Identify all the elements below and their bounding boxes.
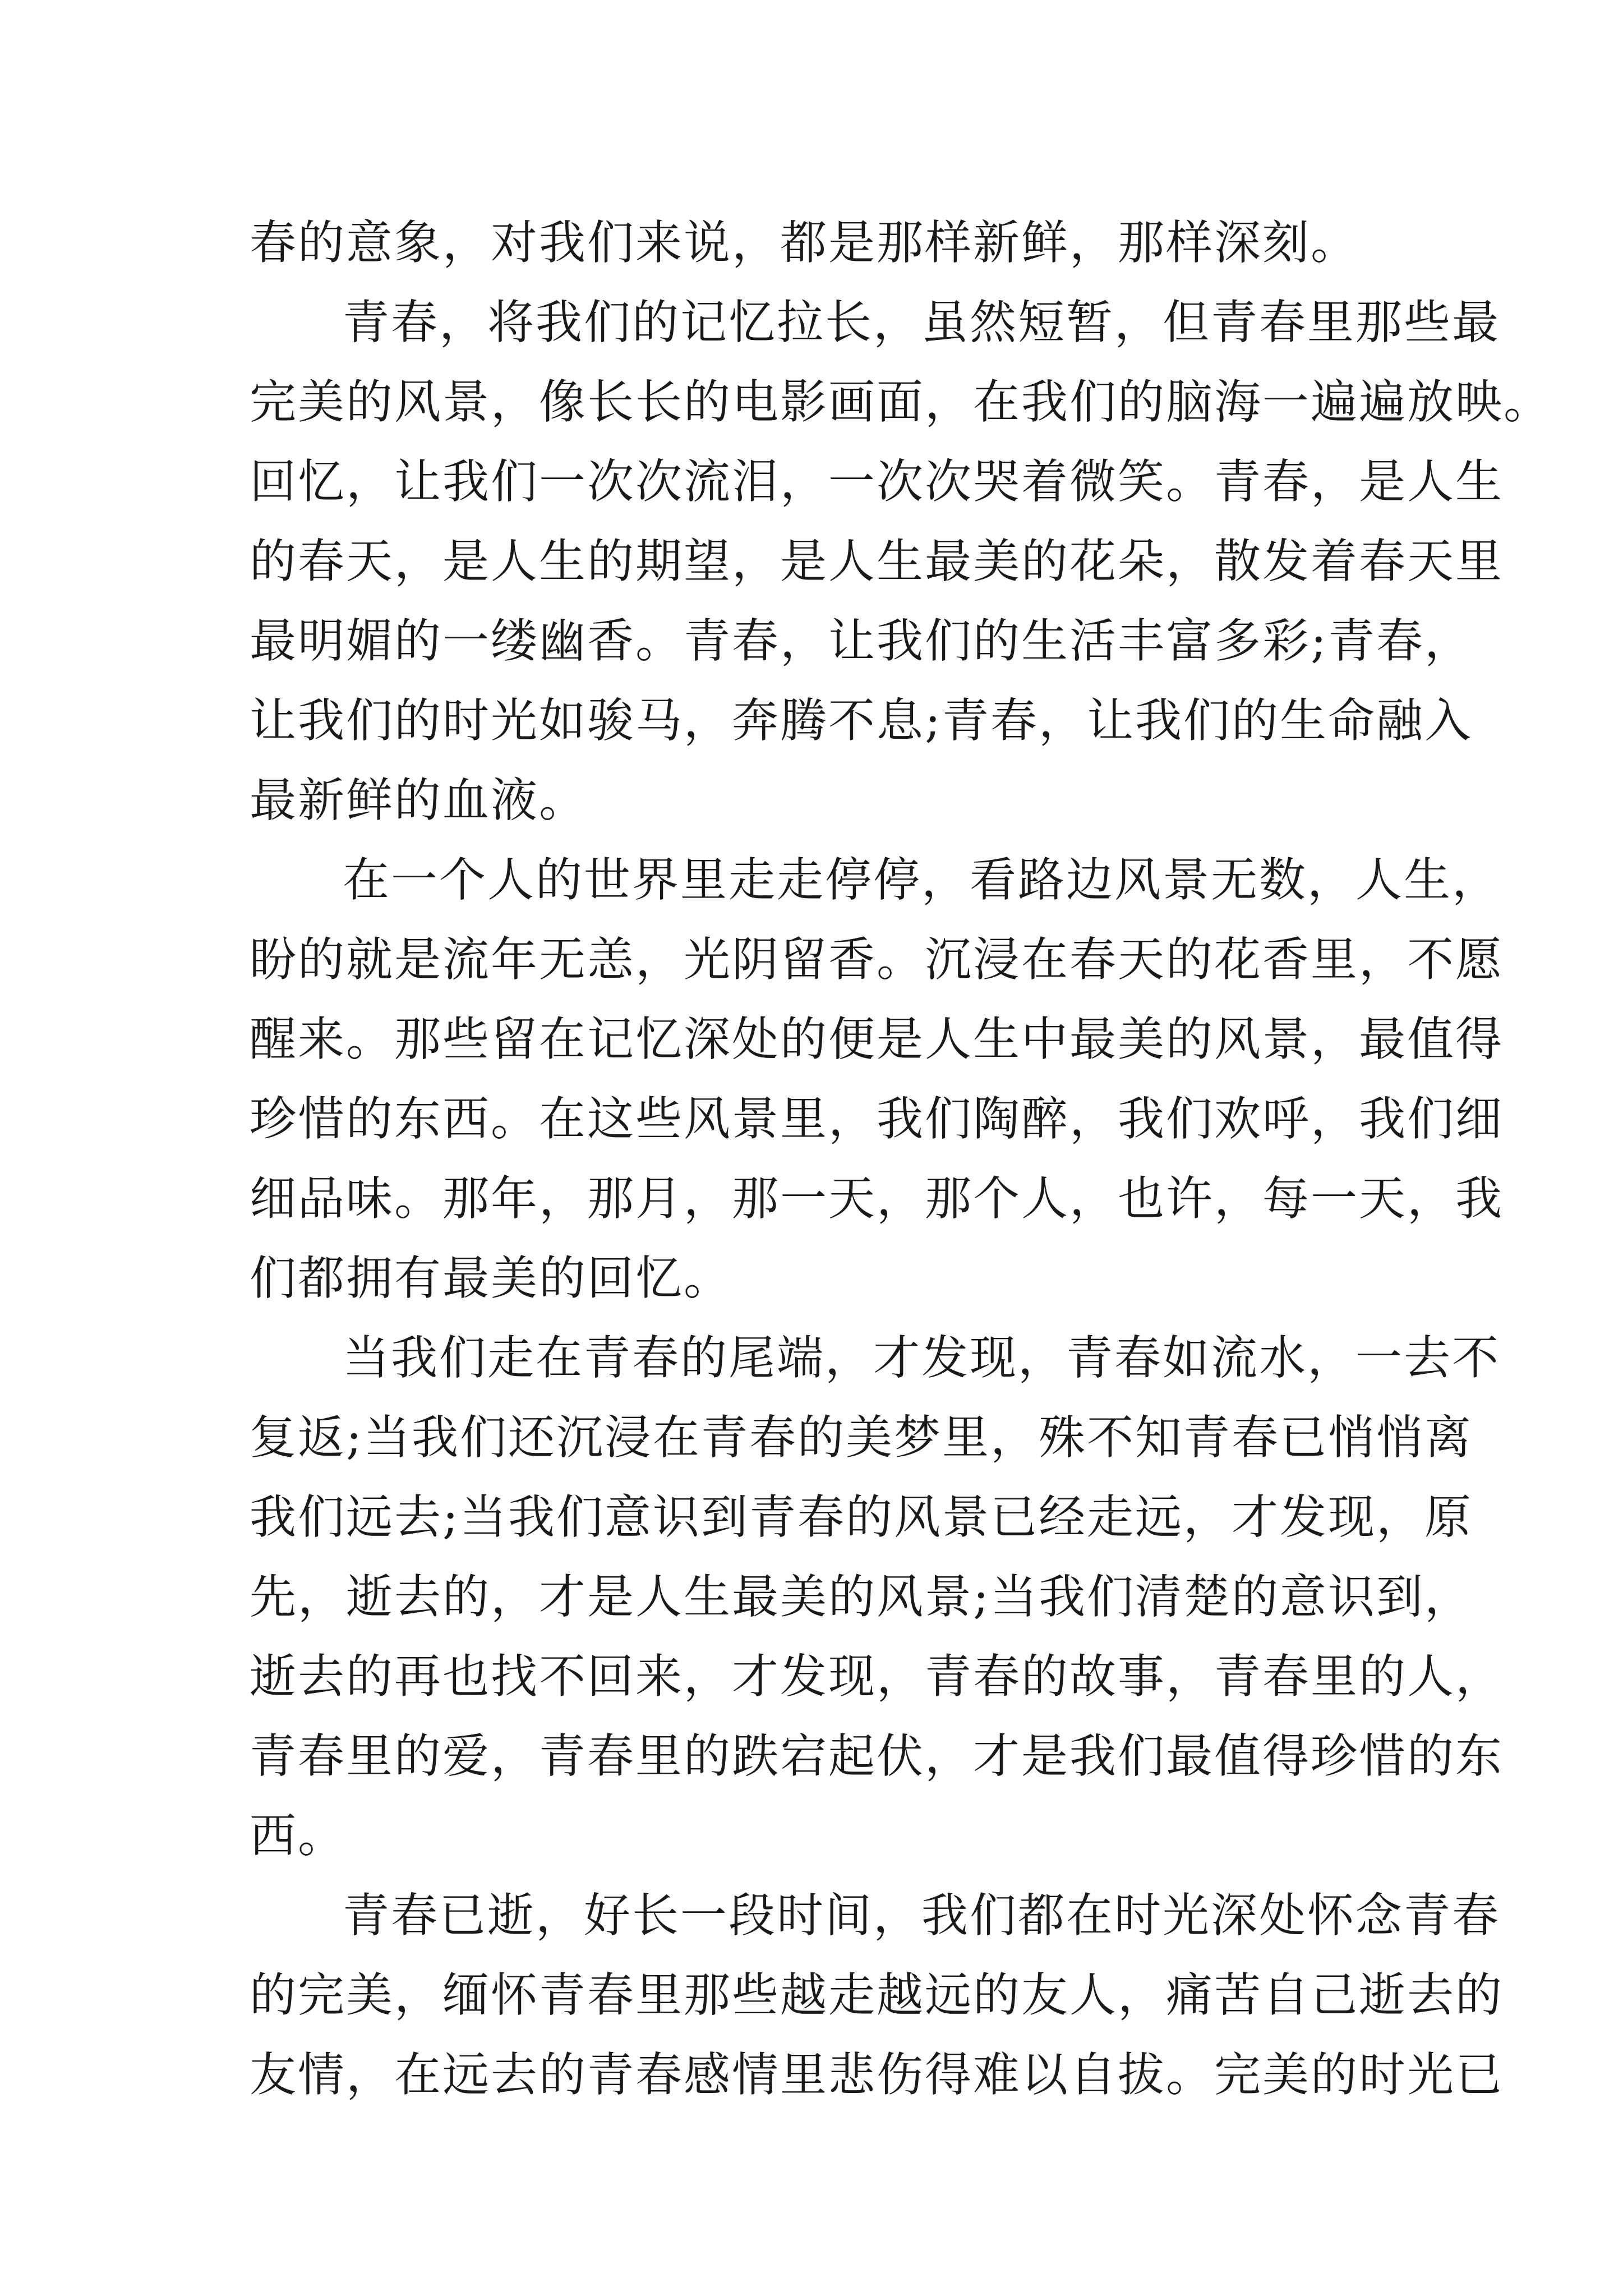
text-line: 最新鲜的血液。 [250, 773, 587, 827]
text-line: 青春已逝，好长一段时间，我们都在时光深处怀念青春 [343, 1888, 1500, 1943]
text-line: 细品味。那年，那月，那一天，那个人，也许，每一天，我 [250, 1171, 1504, 1226]
text-line: 春的意象，对我们来说，都是那样新鲜，那样深刻。 [250, 215, 1359, 270]
text-line: 们都拥有最美的回忆。 [250, 1251, 732, 1305]
text-line: 西。 [250, 1809, 346, 1863]
text-line: 的完美，缅怀青春里那些越走越远的友人，痛苦自己逝去的 [250, 1968, 1504, 2022]
text-line: 让我们的时光如骏马，奔腾不息;青春，让我们的生命融入 [250, 693, 1473, 748]
text-line: 复返;当我们还沉浸在青春的美梦里，殊不知青春已悄悄离 [250, 1410, 1473, 1465]
text-line: 青春，将我们的记忆拉长，虽然短暂，但青春里那些最 [343, 295, 1500, 349]
text-line: 回忆，让我们一次次流泪，一次次哭着微笑。青春，是人生 [250, 454, 1504, 509]
text-line: 在一个人的世界里走走停停，看路边风景无数，人生， [343, 853, 1500, 907]
text-line: 珍惜的东西。在这些风景里，我们陶醉，我们欢呼，我们细 [250, 1092, 1504, 1146]
text-line: 先，逝去的，才是人生最美的风景;当我们清楚的意识到， [250, 1570, 1473, 1624]
text-line: 我们远去;当我们意识到青春的风景已经走远，才发现，原 [250, 1490, 1473, 1544]
text-line: 醒来。那些留在记忆深处的便是人生中最美的风景，最值得 [250, 1012, 1504, 1066]
text-line: 的春天，是人生的期望，是人生最美的花朵，散发着春天里 [250, 534, 1504, 588]
text-line: 逝去的再也找不回来，才发现，青春的故事，青春里的人， [250, 1649, 1504, 1704]
text-line: 青春里的爱，青春里的跌宕起伏，才是我们最值得珍惜的东 [250, 1729, 1504, 1783]
text-line: 完美的风景，像长长的电影画面，在我们的脑海一遍遍放映。 [250, 375, 1552, 429]
text-line: 最明媚的一缕幽香。青春，让我们的生活丰富多彩;青春， [250, 614, 1473, 668]
body-text [250, 203, 1552, 2115]
text-line: 盼的就是流年无恙，光阴留香。沉浸在春天的花香里，不愿 [250, 932, 1504, 987]
text-line: 友情，在远去的青春感情里悲伤得难以自拔。完美的时光已 [250, 2047, 1504, 2102]
text-line: 当我们走在青春的尾端，才发现，青春如流水，一去不 [343, 1331, 1500, 1385]
